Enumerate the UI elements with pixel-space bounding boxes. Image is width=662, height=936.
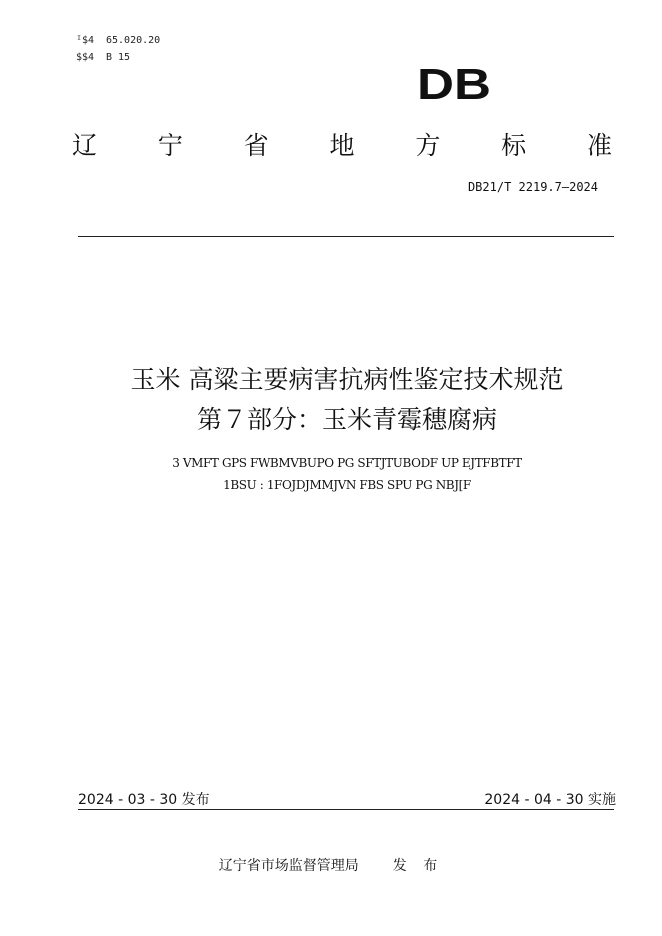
top-divider	[78, 236, 614, 237]
implementation-date: 2024 - 04 - 30 实施	[484, 792, 616, 808]
standard-type-char: 准	[586, 131, 612, 160]
bottom-divider	[78, 809, 614, 810]
issuer-name: 辽宁省市场监督管理局	[218, 858, 359, 874]
ccs-row	[76, 49, 160, 66]
standard-type-char: 辽	[72, 131, 98, 160]
ics-label: ᴵ$4	[76, 35, 95, 46]
ics-row	[76, 32, 160, 49]
issue-date: 2024 - 03 - 30 发布	[78, 792, 210, 808]
english-title-line-1: 3 VMFT GPS FWBMVBUPO PG SFTJTUBODF UP EJTFBTFT	[172, 456, 522, 470]
ccs-label: $$4	[76, 52, 95, 63]
standard-type-char: 地	[329, 131, 355, 160]
issuer-verb: 发 布	[392, 858, 444, 874]
classification-codes	[76, 32, 160, 66]
standard-number: DB21/T 2219.7—2024	[467, 180, 598, 194]
standard-type-char: 标	[501, 131, 527, 160]
standard-type	[72, 126, 612, 162]
db-logo	[416, 64, 492, 104]
document-subtitle: 第７部分：玉米青霉穗腐病	[196, 405, 497, 434]
standard-type-char: 方	[415, 131, 441, 160]
standard-type-char: 省	[243, 131, 269, 160]
document-title: 玉米 高粱主要病害抗病性鉴定技术规范	[130, 365, 564, 394]
issuing-authority	[0, 855, 662, 875]
db-logo-text: DB	[417, 64, 491, 104]
ics-value: 65.020.20	[106, 35, 161, 46]
ccs-value: B 15	[106, 52, 131, 63]
english-title-line-2: 1BSU : 1FOJDJMMJVN FBS SPU PG NBJ[F	[223, 478, 471, 492]
standard-type-char: 宁	[157, 131, 183, 160]
